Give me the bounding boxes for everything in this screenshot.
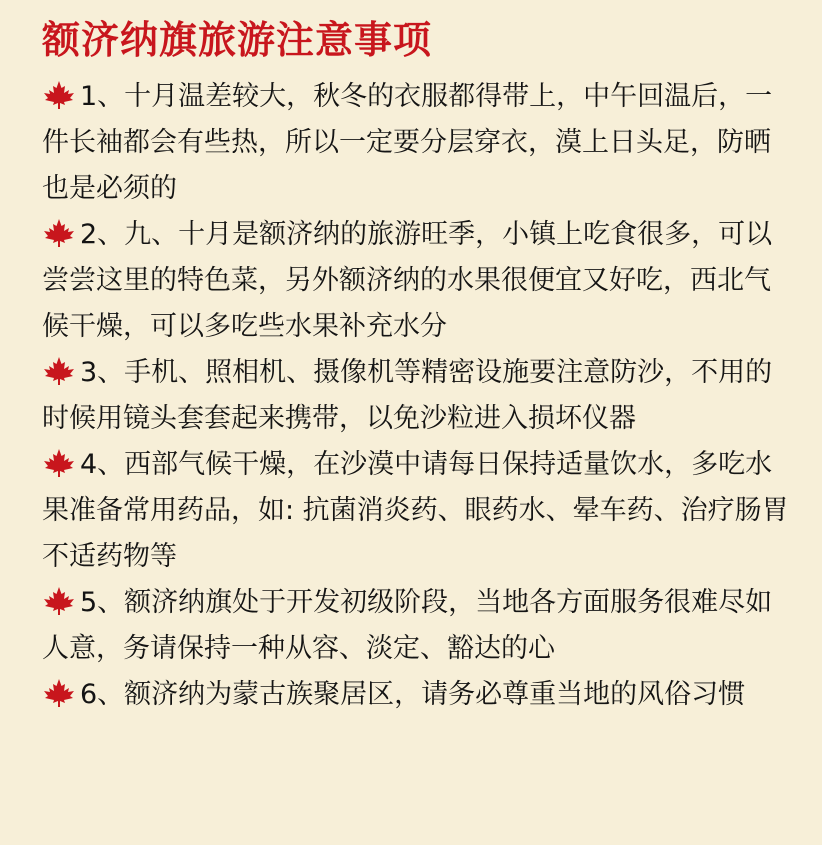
item-text: 1、十月温差较大，秋冬的衣服都得带上，中午回温后，一件长袖都会有些热，所以一定要分层穿衣，漠上日头足，防晒也是必须的 xyxy=(42,81,773,204)
item-text: 5、额济纳旗处于开发初级阶段，当地各方面服务很难尽如人意，务请保持一种从容、淡定、豁达的心 xyxy=(42,587,773,664)
item-text: 4、西部气候干燥，在沙漠中请每日保持适量饮水，多吃水果准备常用药品，如: 抗菌消炎药、眼药水、晕车药、治疗肠胃不适药物等 xyxy=(42,449,789,572)
list-item xyxy=(42,672,794,718)
maple-leaf-icon xyxy=(42,356,76,386)
item-text: 2、九、十月是额济纳的旅游旺季，小镇上吃食很多，可以尝尝这里的特色菜，另外额济纳的水果很便宜又好吃，西北气候干燥，可以多吃些水果补充水分 xyxy=(42,219,773,342)
item-text: 6、额济纳为蒙古族聚居区，请务必尊重当地的风俗习惯 xyxy=(80,679,746,710)
notice-list xyxy=(42,74,794,718)
maple-leaf-icon xyxy=(42,448,76,478)
list-item xyxy=(42,74,794,212)
maple-leaf-icon xyxy=(42,80,76,110)
list-item xyxy=(42,350,794,442)
maple-leaf-icon xyxy=(42,678,76,708)
maple-leaf-icon xyxy=(42,218,76,248)
list-item xyxy=(42,580,794,672)
page-title: 额济纳旗旅游注意事项 xyxy=(42,18,433,62)
item-text: 3、手机、照相机、摄像机等精密设施要注意防沙，不用的时候用镜头套套起来携带，以免沙粒进入损坏仪器 xyxy=(42,357,773,434)
list-item xyxy=(42,212,794,350)
maple-leaf-icon xyxy=(42,586,76,616)
list-item xyxy=(42,442,794,580)
